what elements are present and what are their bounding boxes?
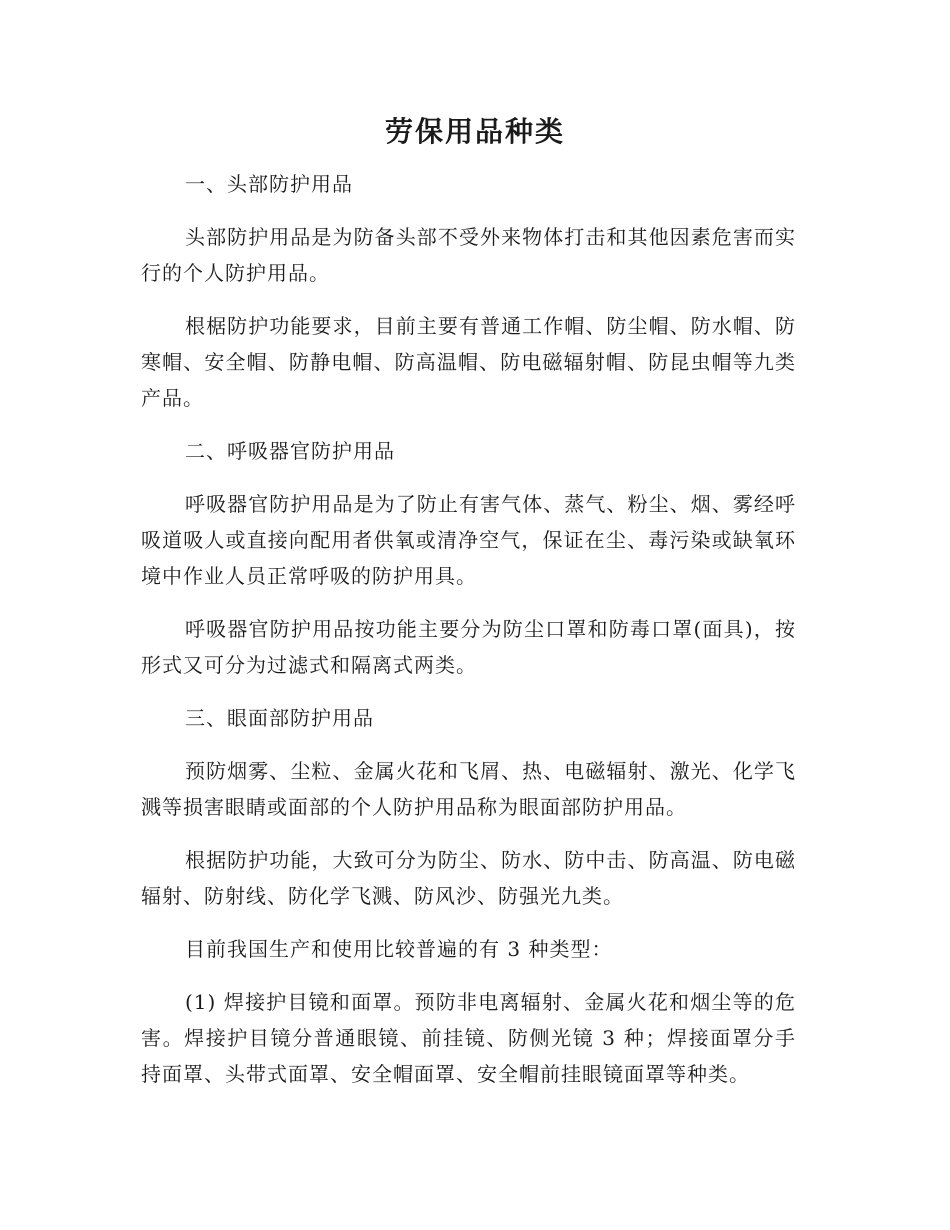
paragraph: 呼吸器官防护用品是为了防止有害气体、蒸气、粉尘、烟、雾经呼吸道吸人或直接向配用者供氧或清净空气，保证在尘、毒污染或缺氧环境中作业人员正常呼吸的防护用具。 — [141, 492, 796, 588]
paragraph: 呼吸器官防护用品按功能主要分为防尘口罩和防毒口罩(面具)，按形式又可分为过滤式和隔离式两类。 — [141, 617, 796, 677]
document-title: 劳保用品种类 — [384, 115, 565, 148]
heading-eye-face-protection: 三、眼面部防护用品 — [185, 706, 374, 730]
heading-respiratory-protection: 二、呼吸器官防护用品 — [185, 439, 395, 463]
paragraph: 根椐防护功能要求，目前主要有普通工作帽、防尘帽、防水帽、防寒帽、安全帽、防静电帽、防高温帽、防电磁辐射帽、防昆虫帽等九类产品。 — [141, 314, 796, 410]
paragraph: 预防烟雾、尘粒、金属火花和飞屑、热、电磁辐射、激光、化学飞溅等损害眼睛或面部的个人防护用品称为眼面部防护用品。 — [141, 759, 796, 819]
heading-head-protection: 一、头部防护用品 — [185, 172, 353, 196]
paragraph: (1) 焊接护目镜和面罩。预防非电离辐射、金属火花和烟尘等的危害。焊接护目镜分普通眼镜、前挂镜、防侧光镜 3 种；焊接面罩分手持面罩、头带式面罩、安全帽面罩、安全帽前挂眼镜面罩等种类。 — [141, 990, 796, 1086]
paragraph: 根据防护功能，大致可分为防尘、防水、防中击、防高温、防电磁辐射、防射线、防化学飞溅、防风沙、防强光九类。 — [141, 848, 796, 908]
paragraph: 目前我国生产和使用比较普遍的有 3 种类型： — [185, 937, 613, 961]
document-body — [141, 166, 796, 1109]
paragraph: 头部防护用品是为防备头部不受外来物体打击和其他因素危害而实行的个人防护用品。 — [141, 225, 796, 285]
